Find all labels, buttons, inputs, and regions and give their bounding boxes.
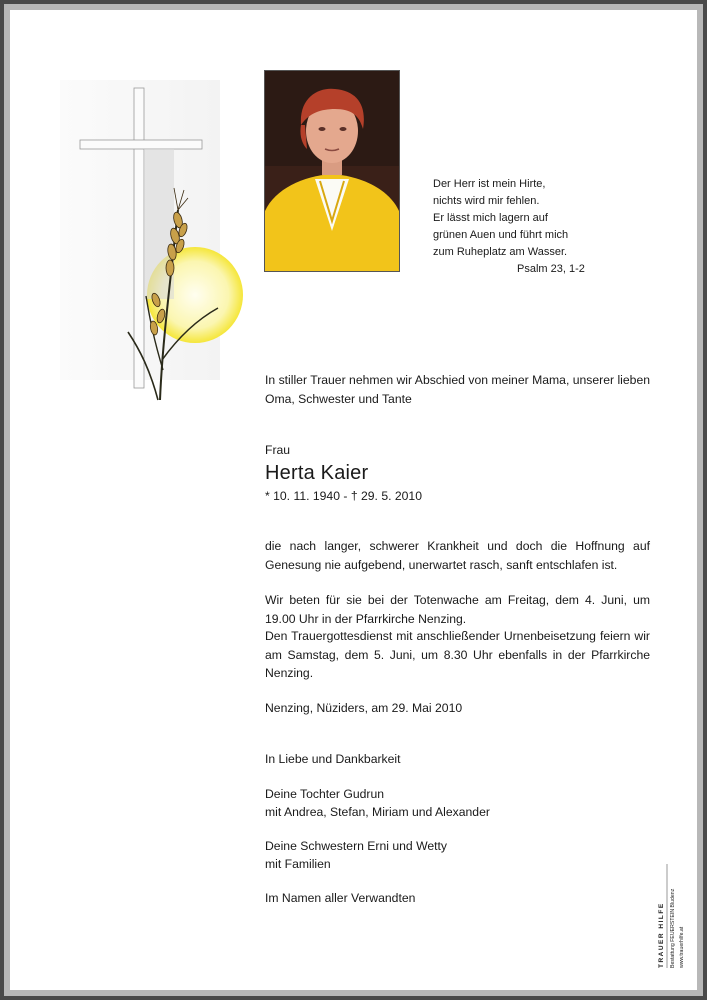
intro-text: In stiller Trauer nehmen wir Abschied von meiner Mama, unserer lieben Oma, Schwester und Tante xyxy=(265,373,650,406)
closing-love: In Liebe und Dankbarkeit xyxy=(265,752,401,766)
psalm-reference: Psalm 23, 1-2 xyxy=(517,263,585,275)
life-dates: * 10. 11. 1940 - † 29. 5. 2010 xyxy=(265,489,422,503)
mourner-relatives: Im Namen aller Verwandten xyxy=(265,891,416,905)
mourner-daughter-family: mit Andrea, Stefan, Miriam und Alexander xyxy=(265,805,490,819)
mourner-daughter: Deine Tochter Gudrun xyxy=(265,787,385,801)
psalm-line: Er lässt mich lagern auf xyxy=(433,212,548,224)
place-and-date: Nenzing, Nüziders, am 29. Mai 2010 xyxy=(265,701,463,715)
imprint-line1: Bestattung FEUERSTEIN Bludenz xyxy=(670,888,676,968)
psalm-line: Der Herr ist mein Hirte, xyxy=(433,178,546,190)
cross-with-wheat-illustration xyxy=(50,70,250,410)
obituary-page xyxy=(10,10,697,990)
psalm-line: grünen Auen und führt mich xyxy=(433,229,569,241)
portrait-photo xyxy=(264,70,400,272)
psalm-quote xyxy=(433,176,585,278)
undertaker-imprint xyxy=(653,860,693,970)
passing-text: die nach langer, schwerer Krankheit und doch die Hoffnung auf Genesung nie aufgebend, unerwartet rasch, sanft entschlafen ist. xyxy=(265,539,650,572)
funeral-service-text: Den Trauergottesdienst mit anschließender Urnenbeisetzung feiern wir am Samstag, dem 5. Juni, um 8.30 Uhr ebenfalls in der Pfarrkirche Nenzing. xyxy=(265,629,650,680)
psalm-line: zum Ruheplatz am Wasser. xyxy=(433,246,568,258)
deceased-name: Herta Kaier xyxy=(265,462,369,484)
mourner-sisters-family: mit Familien xyxy=(265,857,331,871)
salutation: Frau xyxy=(265,443,291,457)
psalm-line: nichts wird mir fehlen. xyxy=(433,195,540,207)
wake-text: Wir beten für sie bei der Totenwache am Freitag, dem 4. Juni, um 19.00 Uhr in der Pfarrkirche Nenzing. xyxy=(265,593,650,626)
imprint-line2: www.trauerhilfe.at xyxy=(679,926,685,968)
imprint-brand: TRAUER HILFE xyxy=(658,902,665,968)
mourner-sisters: Deine Schwestern Erni und Wetty xyxy=(265,839,447,853)
